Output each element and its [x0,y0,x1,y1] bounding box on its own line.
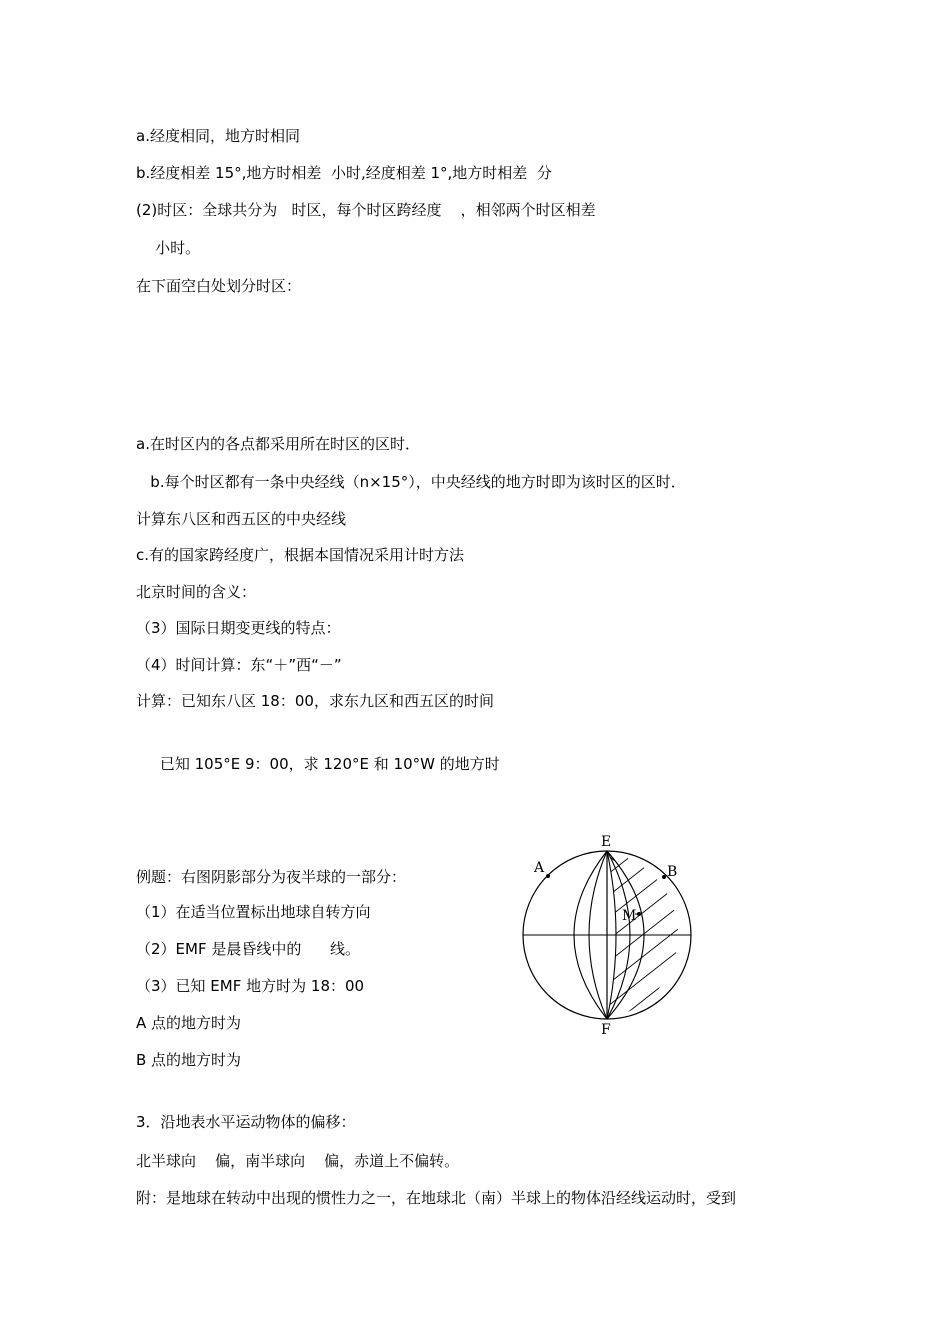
text-line-18: （3）已知 EMF 地方时为 18：00 [136,977,365,995]
label-a: A [534,860,545,876]
label-e: E [601,834,612,850]
point-b [662,875,666,879]
text-line-21: 3．沿地表水平运动物体的偏移： [136,1113,356,1131]
text-line-7: b.每个时区都有一条中央经线（n×15°），中央经线的地方时即为该时区的区时． [136,473,686,491]
label-m: M [622,908,637,924]
text-line-5: 在下面空白处划分时区： [136,277,302,295]
text-line-20: B 点的地方时为 [136,1051,242,1069]
text-line-8: 计算东八区和西五区的中央经线 [136,510,347,528]
text-line-2: b.经度相差 15°,地方时相差 小时,经度相差 1°,地方时相差 分 [136,164,552,182]
text-line-11: （3）国际日期变更线的特点： [136,619,341,637]
text-line-23: 附：是地球在转动中出现的惯性力之一，在地球北（南）半球上的物体沿经线运动时，受到 [136,1189,737,1207]
text-line-6: a.在时区内的各点都采用所在时区的区时． [136,435,420,453]
text-line-16: （1）在适当位置标出地球自转方向 [136,903,371,921]
text-line-9: c.有的国家跨经度广，根据本国情况采用计时方法 [136,546,465,564]
text-line-22: 北半球向 偏，南半球向 偏，赤道上不偏转。 [136,1152,460,1170]
text-line-10: 北京时间的含义： [136,583,257,601]
text-line-19: A 点的地方时为 [136,1014,242,1032]
label-b: B [667,864,678,880]
text-line-14: 已知 105°E 9：00，求 120°E 和 10°W 的地方时 [136,755,500,773]
globe-diagram [515,830,695,1040]
text-line-4: 小时。 [136,239,201,257]
text-line-3: (2)时区：全球共分为 时区，每个时区跨经度 ，相邻两个时区相差 [136,201,596,219]
text-line-1: a.经度相同，地方时相同 [136,127,300,145]
text-line-12: （4）时间计算：东“＋”西“－” [136,656,342,674]
text-line-13: 计算：已知东八区 18：00，求东九区和西五区的时间 [136,692,494,710]
point-a [546,874,550,878]
text-line-15: 例题：右图阴影部分为夜半球的一部分： [136,868,407,886]
text-line-17: （2）EMF 是晨昏线中的 线。 [136,940,360,958]
label-f: F [601,1022,611,1038]
